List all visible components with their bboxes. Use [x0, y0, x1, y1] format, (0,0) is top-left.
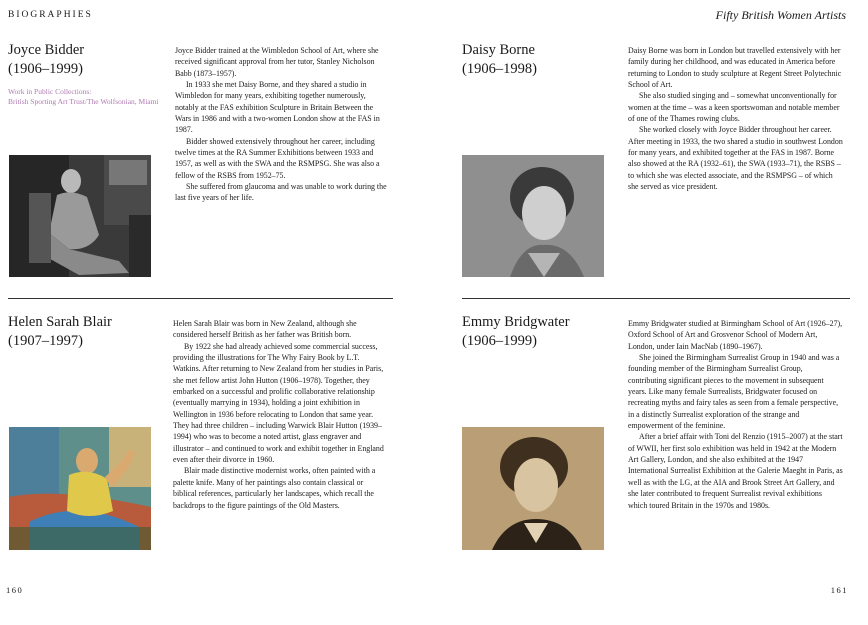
bio-paragraph: In 1933 she met Daisy Borne, and they shared a studio in Wimbledon for many years, exhibiting together numerously, notably at the FAS exhibition Sculpture in Britain Between the Wars in 1986 and with a two-women London show at the FAS in 1987.	[175, 80, 380, 135]
bio-paragraph: She also studied singing and – somewhat unconventionally for women at the time – was a keen sportswoman and notable member of one of the Thames rowing clubs.	[628, 91, 840, 124]
artist-dates: (1906–1998)	[462, 61, 537, 77]
bio-paragraph: She joined the Birmingham Surrealist Group in 1940 and was a founding member of the Birmingham Surrealist Group, contributing significant pieces to the movement in subsequent years. Like many female Surrealists, Bridgwater focused on recreating myths and fairy tales as seen from a female perspective, in a distinctly Surrealist exploration of the strange and empowerment of the feminine.	[628, 353, 840, 431]
artist-dates: (1907–1997)	[8, 333, 83, 349]
bio-paragraph: Blair made distinctive modernist works, often painted with a palette knife. Many of her paintings also contain classical or biblical references, particularly her landscapes, which recall the backdrops to the figure paintings of the Old Masters.	[173, 466, 376, 510]
collections-list: British Sporting Art Trust/The Wolfsonian, Miami	[8, 97, 159, 106]
page-number-right: 161	[830, 585, 848, 595]
artist-heading-bidder	[8, 41, 168, 79]
collections-label: Work in Public Collections:	[8, 87, 92, 96]
bio-paragraph: Bidder showed extensively throughout her career, including twelve times at the RA Summer Exhibitions between 1933 and 1957, as well as with the SWA and the RSMPSG. She was also a fellow of the RSBS from 1952–75.	[175, 136, 380, 180]
artist-heading-blair	[8, 313, 168, 351]
book-title: Fifty British Women Artists	[715, 8, 846, 22]
portrait-photo-bridgwater	[462, 427, 604, 550]
bio-paragraph: Helen Sarah Blair was born in New Zealand, although she considered herself British as her father was British born.	[173, 319, 357, 340]
artist-heading-bridgwater	[462, 313, 622, 351]
portrait-photo-bidder	[9, 155, 151, 277]
portrait-photo-borne	[462, 155, 604, 277]
artist-name: Emmy Bridgwater	[462, 314, 570, 330]
biography-text-blair	[173, 318, 388, 511]
artist-dates: (1906–1999)	[8, 61, 83, 77]
biography-text-borne	[628, 45, 843, 192]
artist-name: Joyce Bidder	[8, 42, 85, 58]
biography-text-bidder	[175, 45, 388, 204]
bio-paragraph: After a brief affair with Toni del Renzio (1915–2007) at the start of WWII, her first solo exhibition was held in 1942 at the Modern Art Gallery, London, and she also exhibited at the 1947 International Surrealist Exhibition at the Galerie Maeght in Paris, as well as with the LG, at the AIA and Brook Street Art Gallery, and she later contributed to frequent Surrealist revival exhibitions which toured Britain in the 1970s and 1980s.	[628, 432, 843, 510]
artist-name: Helen Sarah Blair	[8, 314, 112, 330]
bio-paragraph: Daisy Borne was born in London but travelled extensively with her family during her childhood, and was educated in America before returning to London to study sculpture at Regent Street Polytechnic School of Art.	[628, 46, 842, 90]
section-divider-left	[8, 298, 393, 299]
artist-heading-borne	[462, 41, 622, 79]
section-header: BIOGRAPHIES	[8, 10, 93, 20]
bio-paragraph: Emmy Bridgwater studied at Birmingham School of Art (1926–27), Oxford School of Art and Grosvenor School of Modern Art, London, under Iain MacNab (1890–1967).	[628, 319, 843, 351]
section-divider-right	[462, 298, 850, 299]
bio-paragraph: She worked closely with Joyce Bidder throughout her career. After meeting in 1933, the two shared a studio in southwest London for many years, and exhibited together at the FAS in 1987. Borne also showed at the RA (1932–61), the SWA (1933–71), the RSBS – to which she was elected associate, and the RSMPSG – of which she served as vice president.	[628, 125, 843, 192]
biography-text-bridgwater	[628, 318, 843, 511]
bio-paragraph: She suffered from glaucoma and was unable to work during the last five years of her life.	[175, 182, 387, 203]
painting-image-blair	[9, 427, 151, 550]
page-number-left: 160	[6, 585, 24, 595]
bio-paragraph: Joyce Bidder trained at the Wimbledon School of Art, where she received significant approval from her tutor, Stanley Nicholson Babb (1873–1957).	[175, 46, 379, 78]
artist-name: Daisy Borne	[462, 42, 535, 58]
bio-paragraph: By 1922 she had already achieved some commercial success, providing the illustrations for The Why Fairy Book by L.T. Watkins. After returning to New Zealand from her studies in Paris, she met fellow artist John Hutton (1906–1978). Together, they embarked on a successful and prolific collaborative relationship (eventually marrying in 1934), holding a joint exhibition in Wellington in 1936 before relocating to London that same year. They had three children – including Warwick Blair Hutton (1939–1994) who was to become a noted artist, glass engraver and illustrator – and continued to work and exhibit together in England even after their divorce in 1960.	[173, 341, 384, 465]
public-collections	[8, 87, 173, 107]
artist-dates: (1906–1999)	[462, 333, 537, 349]
